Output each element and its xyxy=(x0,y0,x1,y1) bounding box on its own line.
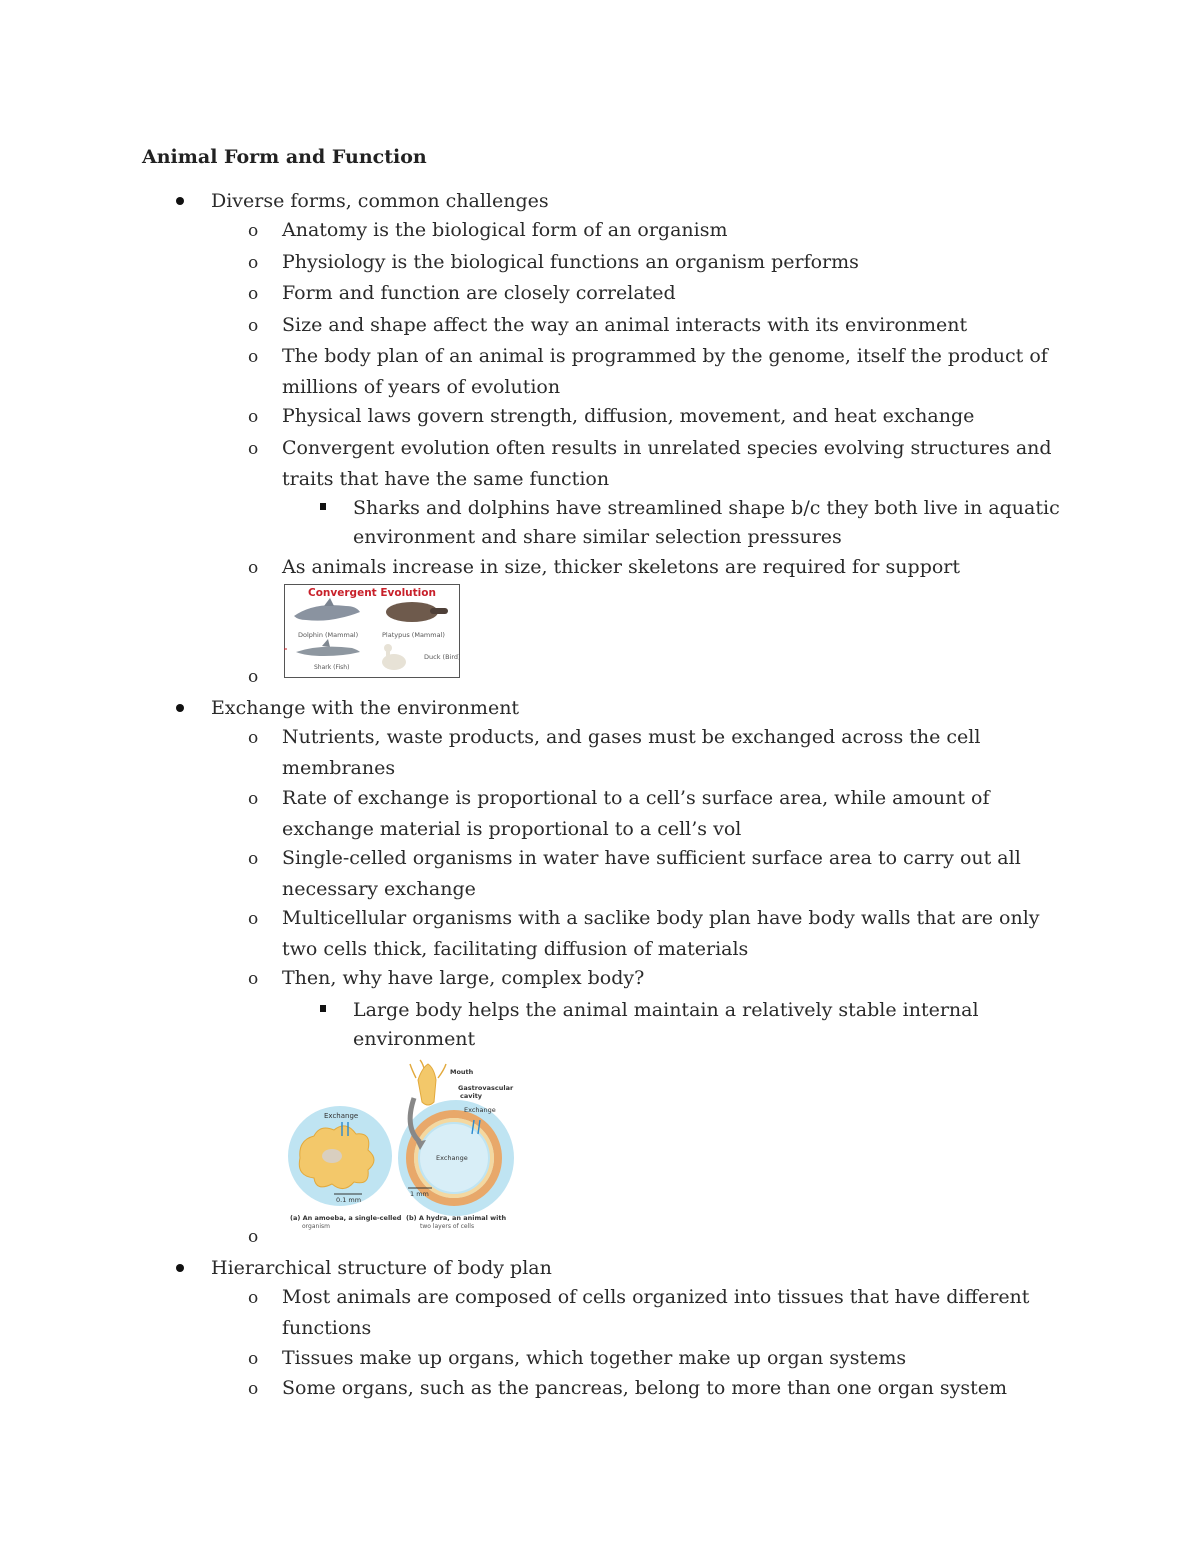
duck-icon xyxy=(382,654,406,670)
bullet-o: o xyxy=(248,347,259,367)
list-item-line: necessary exchange xyxy=(282,878,476,900)
bullet-dot xyxy=(176,197,184,205)
list-item: Some organs, such as the pancreas, belong to more than one organ system xyxy=(282,1377,1008,1399)
list-item: As animals increase in size, thicker skeletons are required for support xyxy=(282,556,961,578)
sub-item-line: environment xyxy=(353,1028,476,1050)
svg-text:(b) A hydra, an animal with: (b) A hydra, an animal with xyxy=(406,1214,507,1222)
svg-text:0.1 mm: 0.1 mm xyxy=(336,1196,362,1204)
svg-text:(a) An amoeba, a single-celled: (a) An amoeba, a single-celled xyxy=(290,1214,402,1222)
bullet-square xyxy=(320,503,326,510)
list-item: Anatomy is the biological form of an organism xyxy=(282,219,728,241)
svg-text:Exchange: Exchange xyxy=(324,1112,359,1120)
list-item-line: exchange material is proportional to a cell’s vol xyxy=(282,818,742,840)
sub-item-line: Large body helps the animal maintain a relatively stable internal xyxy=(353,999,979,1021)
bullet-o: o xyxy=(248,789,259,809)
sub-item-line: Sharks and dolphins have streamlined shape b/c they both live in aquatic xyxy=(353,497,1060,519)
bullet-dot xyxy=(176,1264,184,1272)
bullet-o: o xyxy=(248,558,259,578)
figure-title: Convergent Evolution xyxy=(308,587,436,599)
svg-text:Gastrovascular: Gastrovascular xyxy=(458,1084,514,1092)
svg-text:Platypus (Mammal): Platypus (Mammal) xyxy=(382,631,445,639)
bullet-o: o xyxy=(248,407,259,427)
amoeba-hydra-figure xyxy=(288,1058,520,1230)
svg-text:Mouth: Mouth xyxy=(450,1068,474,1076)
list-item-line: Single-celled organisms in water have sufficient surface area to carry out all xyxy=(282,847,1021,869)
list-item-line: two cells thick, facilitating diffusion of materials xyxy=(282,938,749,960)
hydra-icon xyxy=(418,1064,436,1105)
bullet-o: o xyxy=(248,284,259,304)
list-item-line: Convergent evolution often results in unrelated species evolving structures and xyxy=(282,437,1052,459)
sub-item-line: environment and share similar selection pressures xyxy=(353,526,842,548)
bullet-o: o xyxy=(248,221,259,241)
bullet-o: o xyxy=(248,439,259,459)
list-item: Physiology is the biological functions an organism performs xyxy=(282,251,859,273)
bullet-square xyxy=(320,1005,326,1012)
bullet-o: o xyxy=(248,909,259,929)
section-heading: Diverse forms, common challenges xyxy=(211,190,549,212)
bullet-o: o xyxy=(248,1349,259,1369)
bullet-o: o xyxy=(248,253,259,273)
list-item: Size and shape affect the way an animal interacts with its environment xyxy=(282,314,968,336)
bullet-o: o xyxy=(248,969,259,989)
bullet-o: o xyxy=(248,316,259,336)
list-item-line: Rate of exchange is proportional to a cell’s surface area, while amount of xyxy=(282,787,990,809)
list-item: Form and function are closely correlated xyxy=(282,282,676,304)
svg-text:Exchange: Exchange xyxy=(436,1154,468,1162)
svg-text:Duck (Bird): Duck (Bird) xyxy=(424,653,460,661)
bullet-dot xyxy=(176,704,184,712)
svg-text:two layers of cells: two layers of cells xyxy=(420,1223,475,1230)
list-item-line: Nutrients, waste products, and gases must be exchanged across the cell xyxy=(282,726,981,748)
list-item-line: millions of years of evolution xyxy=(282,376,561,398)
page-title: Animal Form and Function xyxy=(142,146,427,168)
list-item-line: Multicellular organisms with a saclike body plan have body walls that are only xyxy=(282,907,1040,929)
bullet-o: o xyxy=(248,667,259,687)
list-item: Tissues make up organs, which together make up organ systems xyxy=(282,1347,907,1369)
svg-text:cavity: cavity xyxy=(460,1092,483,1100)
list-item-line: functions xyxy=(282,1317,372,1339)
svg-text:Shark (Fish): Shark (Fish) xyxy=(314,664,350,671)
bullet-o: o xyxy=(248,728,259,748)
bullet-o: o xyxy=(248,1288,259,1308)
bullet-o: o xyxy=(248,849,259,869)
list-item: Then, why have large, complex body? xyxy=(282,967,645,989)
list-item-line: membranes xyxy=(282,757,396,779)
list-item-line: Most animals are composed of cells organized into tissues that have different xyxy=(282,1286,1030,1308)
svg-text:organism: organism xyxy=(302,1223,330,1230)
section-heading: Exchange with the environment xyxy=(211,697,520,719)
list-item-line: The body plan of an animal is programmed by the genome, itself the product of xyxy=(282,345,1048,367)
list-item-line: traits that have the same function xyxy=(282,468,610,490)
svg-text:1 mm: 1 mm xyxy=(410,1190,429,1198)
bullet-o: o xyxy=(248,1379,259,1399)
convergent-evolution-figure xyxy=(284,584,460,678)
svg-text:Dolphin (Mammal): Dolphin (Mammal) xyxy=(298,631,359,639)
list-item: Physical laws govern strength, diffusion, movement, and heat exchange xyxy=(282,405,975,427)
svg-text:Exchange: Exchange xyxy=(464,1106,496,1114)
bullet-o: o xyxy=(248,1227,259,1247)
section-heading: Hierarchical structure of body plan xyxy=(211,1257,552,1279)
